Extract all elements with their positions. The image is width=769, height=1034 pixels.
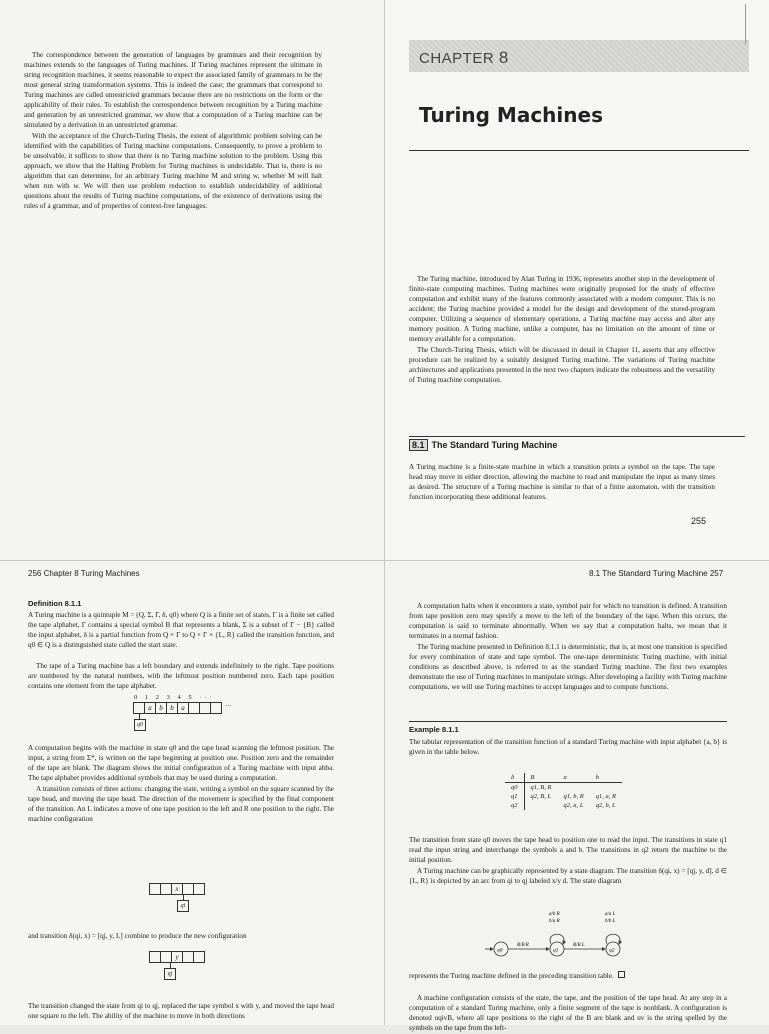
tape-cell [193,951,205,963]
paragraph: A Turing machine can be graphically represented by a state diagram. The transition δ(qi, x) = [qj, y, d], d ∈ {L, R} is depicted by an arc from qi to qj labeled x/y d. The state diagram [409,867,727,885]
transition-table [505,773,622,810]
paragraph: A machine configuration consists of the state, the tape, and the position of the tape head. At any step in a computation of a standard Turing machine, only a finite segment of the tape is nonblank. A configuration is denoted uqivB, where all tape positions to the right of the B are blank and uv is the string spelled by the symbols on the tape from the left- [409,994,727,1032]
halt-text [409,601,727,693]
table-row [505,801,622,810]
represents-text: represents the Turing machine defined in the preceding transition table. [409,972,614,980]
table-header: a [557,773,589,783]
table-cell: q1, a, R [595,793,616,800]
tape-cell: b [166,702,178,714]
chapter-divider [409,150,749,151]
tape-head-state: q0 [134,719,146,731]
represents-line [409,971,727,982]
paragraph: The Turing machine presented in Definition 8.1.1 is deterministic, that is, at most one transition is specified for every combination of state and tape symbol. The one-tape deterministic Turing machine, with initial conditions as described above, is referred to as the standard Turing machine. The first two examples demonstrate the use of Turing machines to manipulate strings. After developing a facility with Turing machine computations, we will use Turing machines to accept languages and to compute functions. [409,643,727,691]
table-header: b [590,773,622,783]
table-cell [524,801,557,810]
after-table-text [409,835,727,887]
chapter-number: 8 [498,48,509,67]
paragraph [409,971,727,981]
paragraph: The transition changed the state from qi to qj, replaced the tape symbol x with y, and moved the tape head one square to the left. The ability of the machine to move in both directions [28,1002,334,1020]
tape-cell: x [171,883,183,895]
definition-heading: Definition 8.1.1 [28,599,82,608]
section-number: 8.1 [409,439,428,451]
tape-diagram-after [150,951,205,963]
section-heading [409,440,557,450]
tape-head-state: qj [164,968,176,980]
chapter-band [409,40,749,72]
chapter-title: Turing Machines [419,103,603,127]
tape-position-numbers: 0 1 2 3 4 5 ··· [134,694,215,701]
table-header: B [524,773,557,783]
paragraph: A transition consists of three actions: changing the state, writing a symbol on the square scanned by the tape head, and moving the tape head. The direction of the movement is specified by the final component of the transition. An L indicates a move of one tape position to the left and R one position to the right. The machine configuration [28,785,334,823]
tape-cell: a [144,702,156,714]
paragraph: A computation halts when it encounters a state, symbol pair for which no transition is defined. A transition from tape position zero may specify a move to the left of the boundary of the tape. When this occurs, the computation is said to terminate abnormally. When we say that a computation halts, we mean that it terminates in a normal fashion. [409,602,727,640]
paragraph: The Church-Turing Thesis, which will be discussed in detail in Chapter 11, asserts that any effective procedure can be realized by a suitably designed Turing machine. The variations of Turing machine architectures and applications presented in the next two chapters indicate the robustness and the versatility of Turing machine computation. [409,346,715,384]
paragraph: A Turing machine is a finite-state machine in which a transition prints a symbol on the tape. The tape head may move in either direction, allowing the machine to read and manipulate the input as many times as desired. The structure of a Turing machine is similar to that of a finite automaton, with the transition function incorporating these additional features. [409,463,715,501]
tape-cell: a [177,702,189,714]
tape-cell [210,702,222,714]
chapter-word: CHAPTER [419,50,495,67]
table-cell: q2, a, L [563,802,584,809]
running-head: 256 Chapter 8 Turing Machines [28,569,140,578]
definition-text: A Turing machine is a quintuple M = (Q, Σ, Γ, δ, q0) where Q is a finite set of states, Γ is a finite set called the tape alphabet, Γ contains a special symbol B that represents a blank, Σ is a subset of Γ − {B} called the input alphabet, δ is a partial function from Q × Γ to Q × Γ × {L, R} called the transition function, and q0 ∈ Q is a distinguished state called the start state. [28,611,334,649]
page-top-right [384,0,769,560]
tape-continuation: ··· [225,702,232,710]
paragraph: With the acceptance of the Church-Turing Thesis, the extent of algorithmic problem solving can be identified with the capabilities of Turing machine computations. Consequently, to prove a problem to be unsolvable, it suffices to show that there is no Turing machine solution to the problem. Using this approach, we show that the Halting Problem for Turing machines is undecidable. That is, there is no algorithm that can determine, for an arbitrary Turing machine M and string w, whether M will halt when run with w. We will then use problem reduction to establish undecidability of additional questions about the results of Turing machine computations, of the existence of derivations using the rules of a grammar, and of properties of context-free languages. [24,132,322,210]
example-text: The tabular representation of the transition function of a standard Turing machine with input alphabet {a, b} is given in the table below. [409,738,727,756]
tape-description [28,661,334,692]
tape-cell: b [155,702,167,714]
computation-text [28,743,334,825]
state-label: q1 [553,947,559,954]
running-head: 8.1 The Standard Turing Machine 257 [589,569,724,578]
closing-text [28,1001,334,1022]
page-bottom-left [0,560,384,1025]
table-row [505,792,622,801]
table-cell: q1 [505,792,524,801]
edge-label: B/B L [573,943,585,948]
loop-q1 [550,934,564,944]
page-edge-mark [745,4,746,44]
tape-diagram-before [150,883,205,895]
edge-label: B/B R [517,943,529,948]
table-cell: q2, B, L [530,793,552,800]
chapter-label [419,48,509,68]
state-diagram [485,901,645,959]
loop-q2 [606,934,620,944]
example-block [409,725,727,758]
paragraph: A computation begins with the machine in state q0 and the tape head scanning the leftmost position. The input, a string from Σ*, is written on the tape beginning at position one. Position zero and the remainder of the tape are blank. The diagram shows the initial configuration of a Turing machine with input abba. The tape alphabet provides additional symbols that may be used during a computation. [28,744,334,782]
tape-cell: y [171,951,183,963]
section-divider [409,436,745,437]
state-label: q2 [609,947,615,954]
loop-label: b/b L [605,919,616,924]
table-cell: q2, b, L [595,802,616,809]
transition-text [28,931,334,942]
table-cell: q0 [505,783,524,793]
table-cell: q1, b, R [563,793,584,800]
table-cell: q1, B, R [530,784,552,791]
section-title: The Standard Turing Machine [431,440,558,450]
page-bottom-right [384,560,769,1032]
table-header: δ [505,773,524,783]
page-top-left [0,0,384,560]
table-row [505,783,622,793]
table-cell [557,783,589,793]
example-divider [409,721,727,722]
paragraph: The tape of a Turing machine has a left boundary and extends indefinitely to the right. Tape positions are numbered by the natural numbers, with the leftmost position numbered zero. Each tape position contains one element from the tape alphabet. [28,662,334,690]
definition-block [28,599,334,651]
tape-cell [193,883,205,895]
paragraph: and transition δ(qi, x) = [qj, y, L] combine to produce the new configuration [28,932,247,940]
table-cell [590,783,622,793]
chapter-intro [409,274,715,386]
end-of-example-icon [618,971,625,978]
example-heading: Example 8.1.1 [409,725,459,734]
configuration-text [409,993,727,1034]
section-body [409,462,715,503]
tape-diagram [134,702,232,714]
loop-label: b/a R [549,919,560,924]
tape-head-state: qi [177,900,189,912]
state-label: q0 [497,947,503,954]
table-cell: q2 [505,801,524,810]
loop-label: a/a L [605,912,616,917]
page-number: 255 [691,516,707,526]
loop-label: a/b R [549,912,560,917]
paragraph: The Turing machine, introduced by Alan Turing in 1936, represents another step in the development of finite-state computing machines. Turing machines were originally proposed for the study of effective computation and exhibit many of the features commonly associated with a modern computer. This is no accident; the Turing machine provided a model for the design and development of the stored-program computer. Utilizing a sequence of elementary operations, a Turing machine may access and alter any memory position. A Turing machine, unlike a computer, has no limitation on the amount of time or memory available for a computation. [409,275,715,343]
paragraph: The transition from state q0 moves the tape head to position one to read the input. The transitions in state q1 read the input string and interchange the symbols a and b. The transitions in q2 return the machine to the initial position. [409,836,727,864]
intro-text-block [24,50,322,212]
paragraph: The correspondence between the generation of languages by grammars and their recognition by machines extends to the languages of Turing machines. If Turing machines represent the ultimate in string recognition machines, it seems reasonable to expect the associated family of grammars to be the most general string transformation systems. This is indeed the case; the grammars that correspond to Turing machines are called unrestricted grammars because there are no restrictions on the form or the applicability of their rules. To establish the correspondence between recognition by a Turing machine and generation by an unrestricted grammar, we show that a computation of a Turing machine can be simulated by a derivation in an unrestricted grammar. [24,51,322,129]
